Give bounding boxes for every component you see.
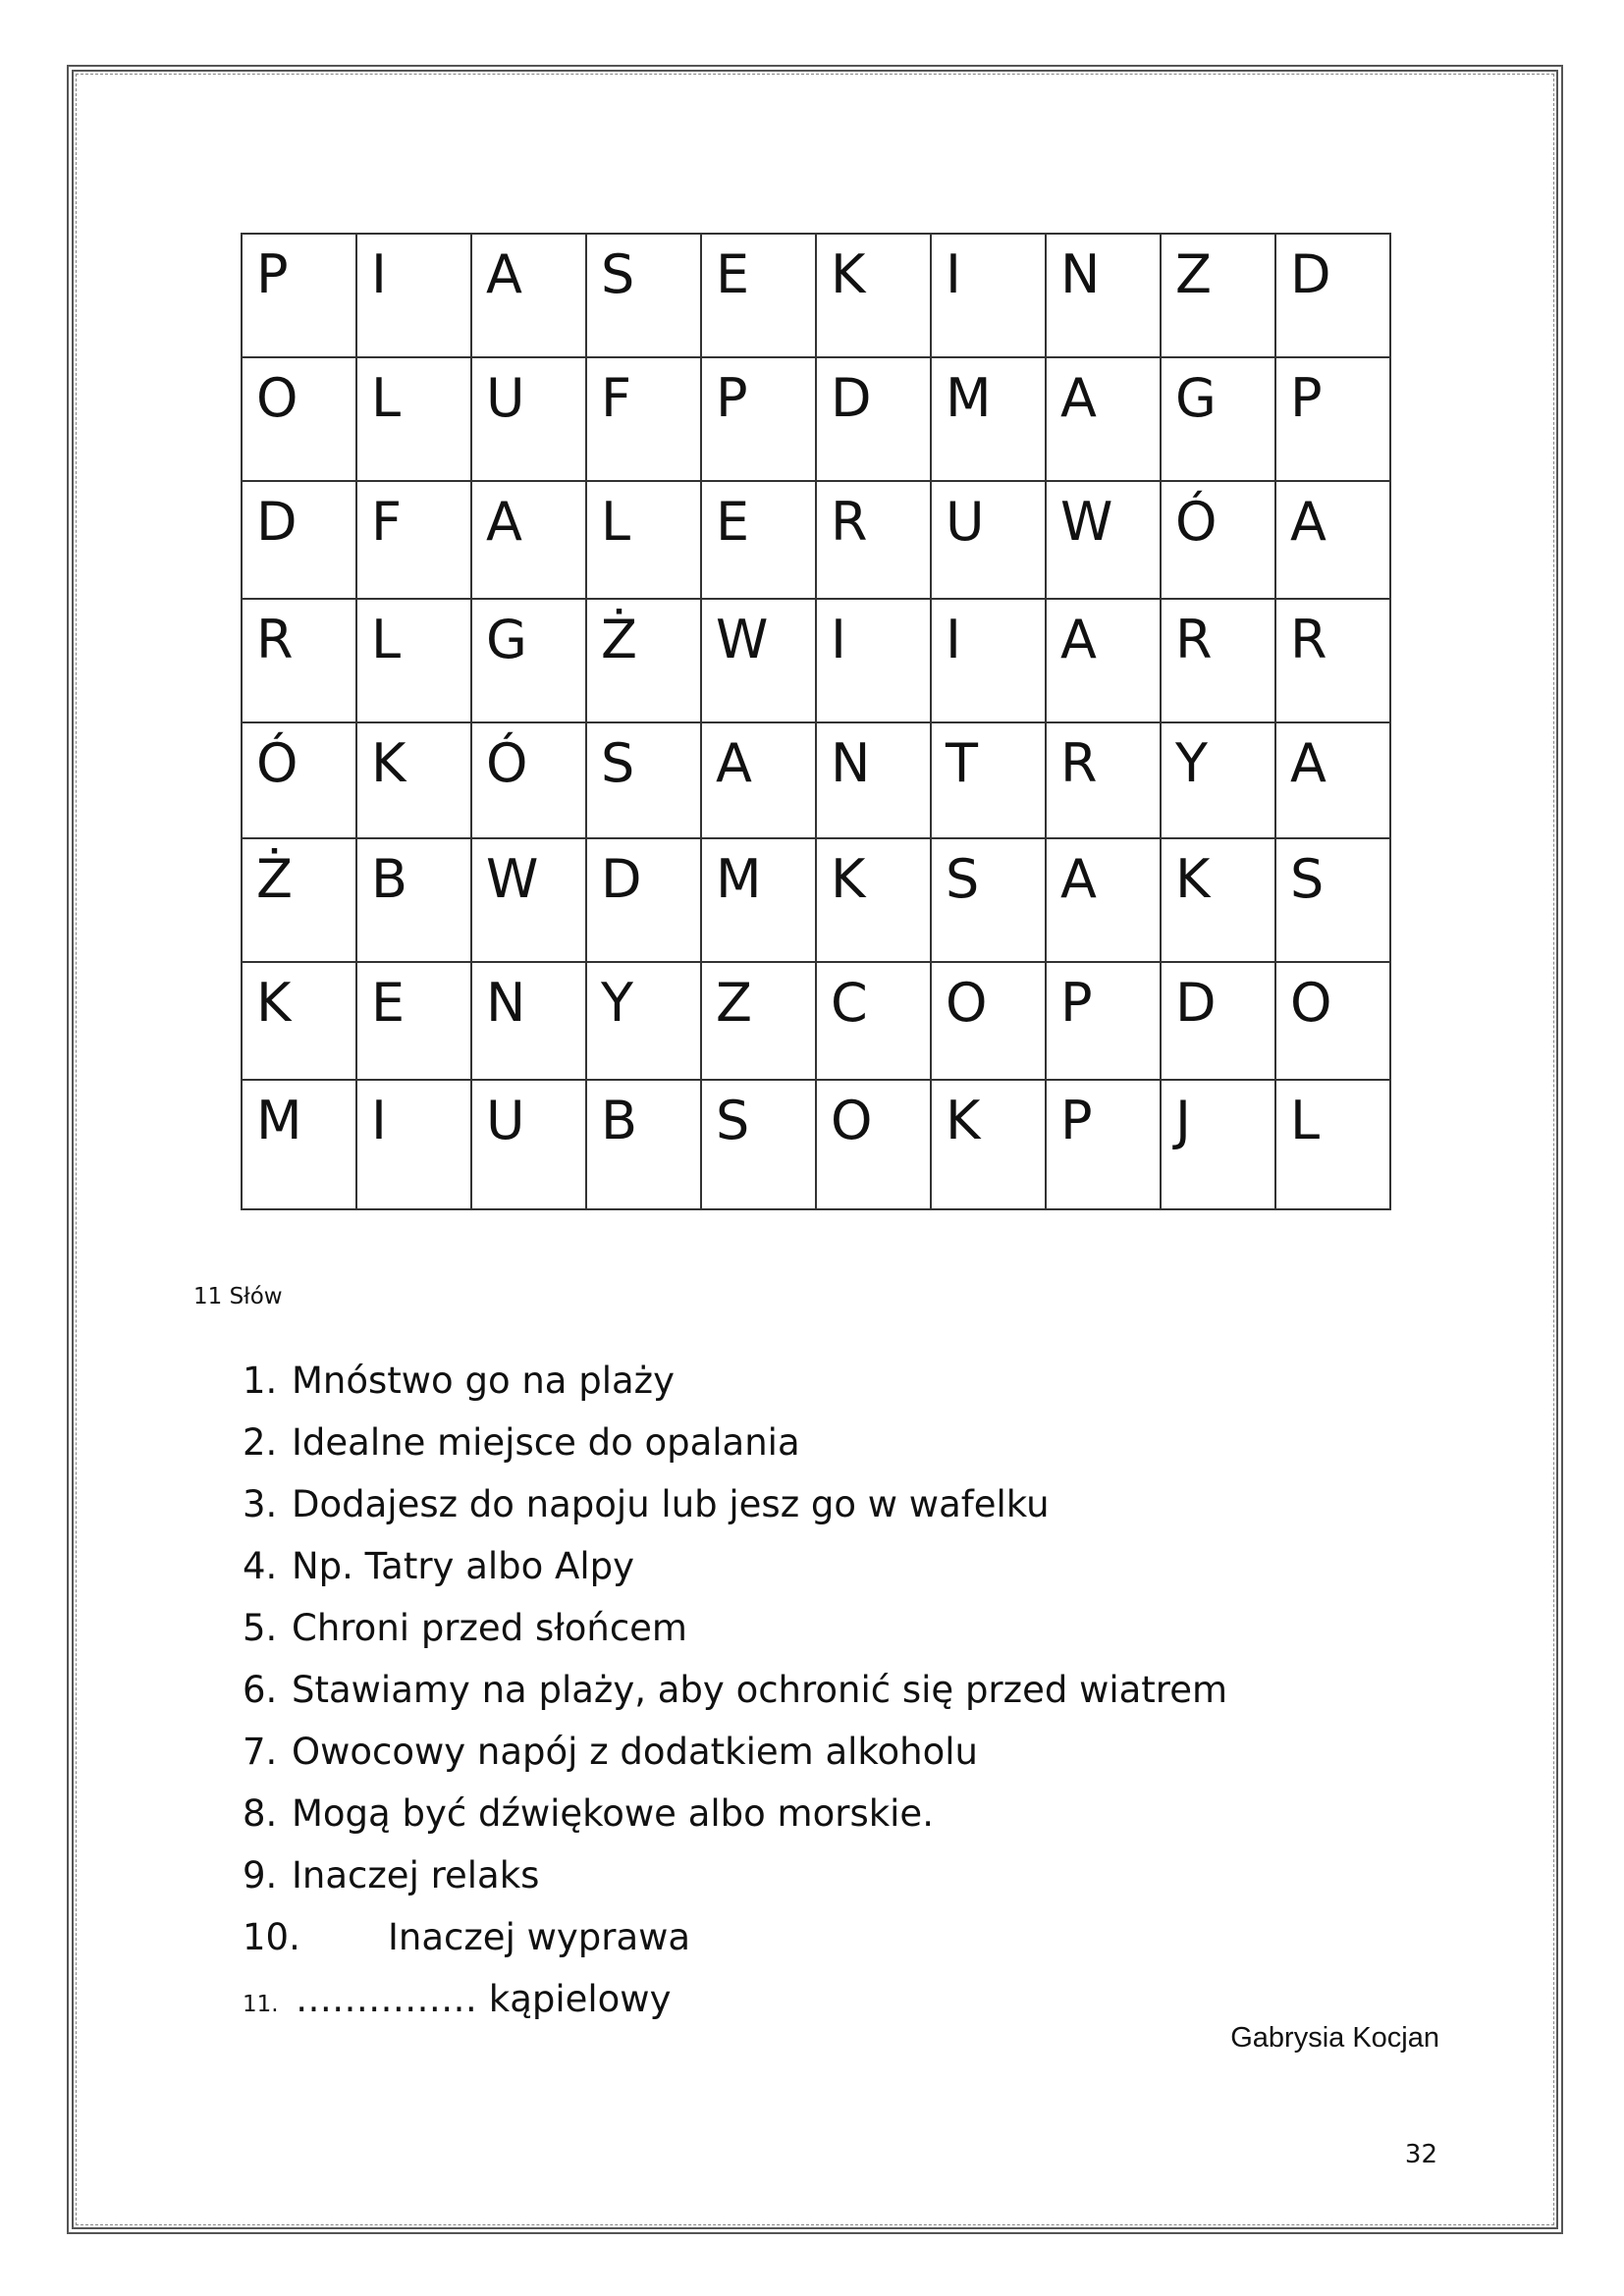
word-search-grid xyxy=(241,233,1391,1210)
grid-cell: Ż xyxy=(586,599,701,722)
clue-item xyxy=(243,1597,1227,1659)
clue-number: 6. xyxy=(243,1669,278,1711)
grid-cell: Ż xyxy=(242,838,356,962)
clue-item xyxy=(243,1906,1227,1968)
clue-number: 11. xyxy=(243,1992,279,2017)
grid-cell: F xyxy=(586,357,701,481)
grid-cell: N xyxy=(816,722,931,838)
clue-number: 3. xyxy=(243,1483,278,1525)
clue-text: …………… kąpielowy xyxy=(296,1978,672,2020)
grid-row xyxy=(242,599,1390,722)
clue-text: Dodajesz do napoju lub jesz go w wafelku xyxy=(292,1483,1050,1525)
grid-cell: O xyxy=(931,962,1046,1080)
clue-text: Inaczej wyprawa xyxy=(388,1916,691,1958)
clue-text: Chroni przed słońcem xyxy=(292,1607,687,1649)
grid-row xyxy=(242,357,1390,481)
grid-cell: K xyxy=(816,838,931,962)
grid-cell: A xyxy=(1046,838,1161,962)
clue-text: Inaczej relaks xyxy=(292,1854,540,1896)
clue-text: Idealne miejsce do opalania xyxy=(292,1421,800,1464)
clue-item xyxy=(243,1968,1227,2030)
clue-number: 10. xyxy=(243,1916,300,1958)
grid-cell: P xyxy=(1275,357,1390,481)
grid-cell: K xyxy=(816,234,931,357)
grid-cell: P xyxy=(1046,962,1161,1080)
grid-cell: C xyxy=(816,962,931,1080)
clue-item xyxy=(243,1535,1227,1597)
grid-cell: I xyxy=(816,599,931,722)
grid-cell: J xyxy=(1161,1080,1275,1209)
grid-cell: R xyxy=(1275,599,1390,722)
grid-cell: I xyxy=(356,1080,471,1209)
clue-number: 4. xyxy=(243,1545,278,1587)
grid-cell: I xyxy=(356,234,471,357)
clue-number: 8. xyxy=(243,1792,278,1835)
grid-cell: D xyxy=(1275,234,1390,357)
grid-cell: D xyxy=(816,357,931,481)
grid-cell: S xyxy=(931,838,1046,962)
grid-cell: O xyxy=(1275,962,1390,1080)
grid-cell: R xyxy=(242,599,356,722)
grid-cell: A xyxy=(1046,357,1161,481)
clue-number: 1. xyxy=(243,1360,278,1402)
grid-cell: N xyxy=(1046,234,1161,357)
grid-cell: A xyxy=(1046,599,1161,722)
grid-cell: E xyxy=(356,962,471,1080)
grid-cell: K xyxy=(931,1080,1046,1209)
clue-item xyxy=(243,1412,1227,1473)
clue-text: Owocowy napój z dodatkiem alkoholu xyxy=(292,1731,978,1773)
clue-item xyxy=(243,1350,1227,1412)
grid-row xyxy=(242,1080,1390,1209)
grid-cell: B xyxy=(586,1080,701,1209)
grid-cell: A xyxy=(471,481,586,599)
clue-item xyxy=(243,1783,1227,1844)
grid-cell: E xyxy=(701,234,816,357)
grid-cell: U xyxy=(471,1080,586,1209)
grid-cell: B xyxy=(356,838,471,962)
grid-row xyxy=(242,962,1390,1080)
grid-cell: Z xyxy=(1161,234,1275,357)
grid-cell: A xyxy=(1275,722,1390,838)
clue-text: Mnóstwo go na plaży xyxy=(292,1360,675,1402)
grid-cell: G xyxy=(471,599,586,722)
grid-cell: O xyxy=(242,357,356,481)
grid-cell: S xyxy=(586,234,701,357)
clue-item xyxy=(243,1721,1227,1783)
clue-list xyxy=(243,1350,1227,2030)
grid-cell: W xyxy=(471,838,586,962)
grid-cell: U xyxy=(931,481,1046,599)
grid-cell: Z xyxy=(701,962,816,1080)
clue-number: 7. xyxy=(243,1731,278,1773)
grid-row xyxy=(242,722,1390,838)
grid-cell: L xyxy=(356,599,471,722)
grid-cell: T xyxy=(931,722,1046,838)
page-number: 32 xyxy=(1404,2140,1437,2169)
grid-cell: R xyxy=(1046,722,1161,838)
grid-cell: S xyxy=(701,1080,816,1209)
grid-cell: K xyxy=(356,722,471,838)
grid-cell: O xyxy=(816,1080,931,1209)
clue-number: 2. xyxy=(243,1421,278,1464)
grid-cell: S xyxy=(1275,838,1390,962)
grid-cell: K xyxy=(242,962,356,1080)
grid-cell: P xyxy=(701,357,816,481)
grid-cell: P xyxy=(242,234,356,357)
grid-cell: A xyxy=(701,722,816,838)
grid-cell: E xyxy=(701,481,816,599)
grid-cell: L xyxy=(1275,1080,1390,1209)
grid-cell: D xyxy=(242,481,356,599)
grid-row xyxy=(242,838,1390,962)
grid-cell: M xyxy=(701,838,816,962)
grid-cell: W xyxy=(701,599,816,722)
grid-cell: G xyxy=(1161,357,1275,481)
clue-text: Np. Tatry albo Alpy xyxy=(292,1545,635,1587)
clue-text: Mogą być dźwiękowe albo morskie. xyxy=(292,1792,934,1835)
grid-row xyxy=(242,481,1390,599)
clue-number: 9. xyxy=(243,1854,278,1896)
clue-item xyxy=(243,1844,1227,1906)
grid-cell: R xyxy=(816,481,931,599)
clue-text: Stawiamy na plaży, aby ochronić się przed wiatrem xyxy=(292,1669,1228,1711)
grid-cell: R xyxy=(1161,599,1275,722)
grid-cell: L xyxy=(356,357,471,481)
grid-cell: U xyxy=(471,357,586,481)
grid-cell: A xyxy=(1275,481,1390,599)
grid-cell: W xyxy=(1046,481,1161,599)
author-name: Gabrysia Kocjan xyxy=(1230,2022,1439,2054)
grid-cell: L xyxy=(586,481,701,599)
grid-cell: D xyxy=(586,838,701,962)
grid-cell: M xyxy=(242,1080,356,1209)
grid-cell: Ó xyxy=(471,722,586,838)
grid-cell: I xyxy=(931,599,1046,722)
grid-cell: Y xyxy=(586,962,701,1080)
grid-cell: S xyxy=(586,722,701,838)
grid-cell: Y xyxy=(1161,722,1275,838)
grid-cell: A xyxy=(471,234,586,357)
grid-cell: I xyxy=(931,234,1046,357)
grid-row xyxy=(242,234,1390,357)
grid-cell: M xyxy=(931,357,1046,481)
clue-item xyxy=(243,1473,1227,1535)
grid-cell: P xyxy=(1046,1080,1161,1209)
clue-number: 5. xyxy=(243,1607,278,1649)
word-count-label: 11 Słów xyxy=(193,1284,283,1309)
grid-cell: Ó xyxy=(1161,481,1275,599)
grid-cell: F xyxy=(356,481,471,599)
grid-cell: N xyxy=(471,962,586,1080)
grid-cell: K xyxy=(1161,838,1275,962)
clue-item xyxy=(243,1659,1227,1721)
grid-cell: D xyxy=(1161,962,1275,1080)
grid-cell: Ó xyxy=(242,722,356,838)
